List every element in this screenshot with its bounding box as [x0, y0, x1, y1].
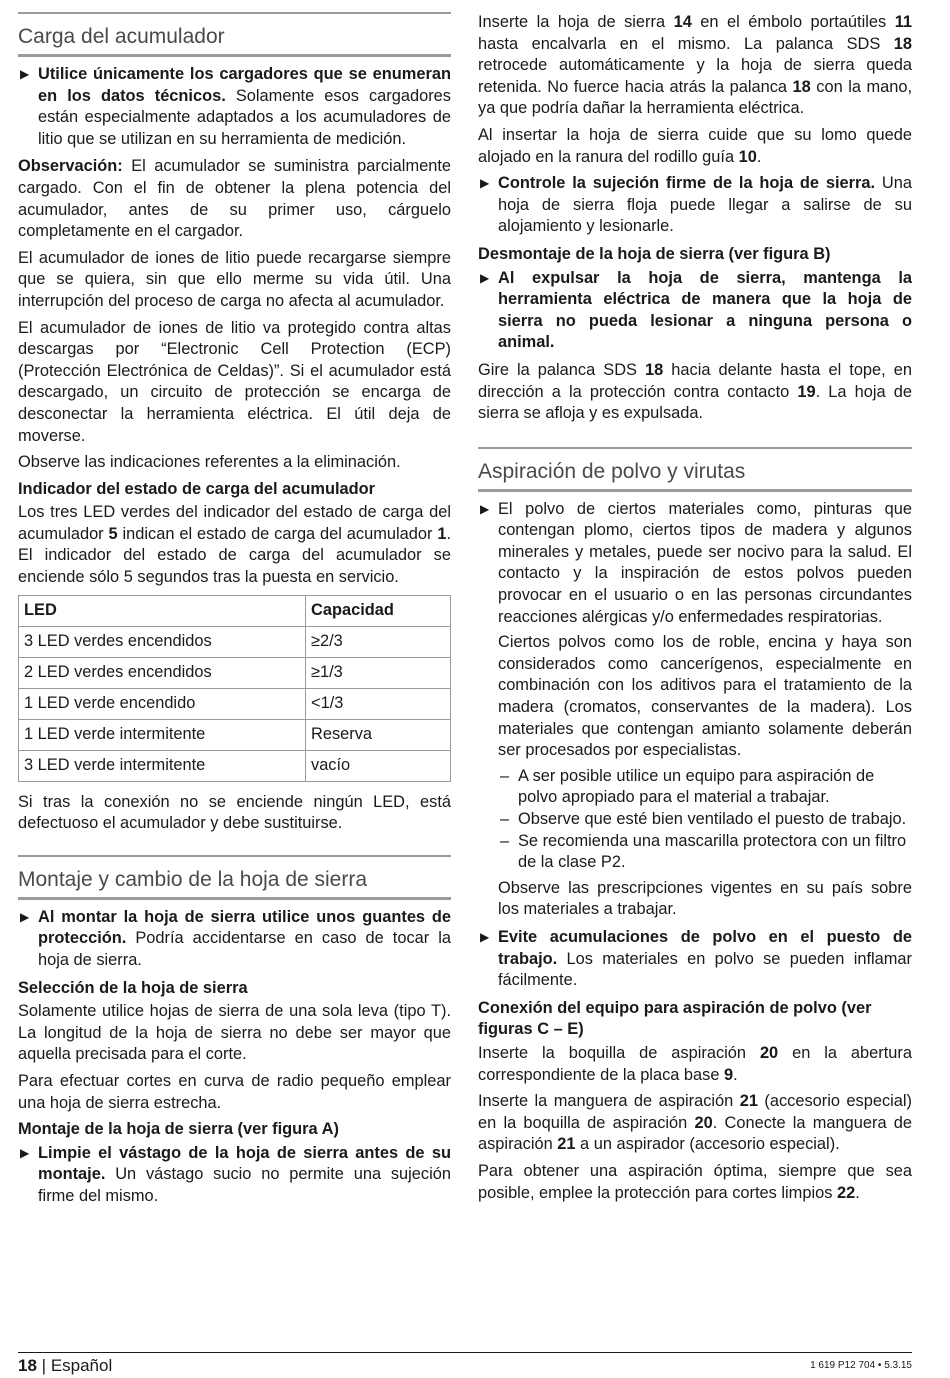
- bullet-text: El polvo de ciertos materiales como, pinturas que contengan plomo, ciertos tipos de madera y algunos minerales y metales, puede ser nocivo para la salud. El contacto y la inspiración de estos polvos pueden provocar en el usuario o en las personas circundantes reacciones alérgicas y/o enfermedades respiratorias.: [498, 499, 912, 626]
- paragraph: Los tres LED verdes del indicador del estado de carga del acumulador 5 indican el estado de carga del acumulador 1. El indicador del estado de carga del acumulador se enciende sólo 5 segundos tras la puesta en servicio.: [18, 503, 452, 587]
- paragraph: Observe las indicaciones referentes a la eliminación.: [18, 453, 401, 472]
- dash-icon: –: [500, 810, 510, 828]
- footer-rule: [18, 1352, 912, 1353]
- note-paragraph: Observación: El acumulador se suministra parcialmente cargado. Con el fin de obtener la plena potencia del acumulador, antes de su primer uso, cárguelo completamente en el cargador.: [18, 157, 451, 241]
- triangle-bullet-icon: ▶: [20, 1145, 30, 1160]
- dash-item: [498, 766, 912, 809]
- table-header-cell: Capacidad: [306, 595, 451, 626]
- table-header-cell: LED: [19, 595, 306, 626]
- table-cell: ≥2/3: [306, 626, 451, 657]
- led-capacity-table: [18, 595, 451, 782]
- table-header-row: [19, 595, 451, 626]
- section-heading-montaje: [18, 855, 451, 900]
- bullet-text: Evite acumulaciones de polvo en el puesto de trabajo. Los materiales en polvo se pueden inflamar fácilmente.: [498, 927, 912, 990]
- dash-icon: –: [500, 766, 510, 785]
- section-rule-bottom: [18, 54, 451, 57]
- bullet-text: Al montar la hoja de sierra utilice unos guantes de protección. Podría accidentarse en caso de tocar la hoja de sierra.: [38, 907, 451, 970]
- bullet-text: Al expulsar la hoja de sierra, mantenga la herramienta eléctrica de manera que la hoja de sierra no pueda lesionar a ninguna persona o animal.: [498, 268, 912, 352]
- triangle-bullet-icon: ▶: [480, 501, 490, 516]
- section-heading-aspiracion: [478, 447, 912, 492]
- paragraph: El acumulador de iones de litio va protegido contra altas descargas por “Electronic Cell Protection (ECP) (Protección Electrónica de Celdas)”. Si el acumulador está descargado, un circuito de protección se encarga de desconectar la herramienta eléctrica. El útil deja de moverse.: [18, 318, 451, 445]
- paragraph: Inserte la boquilla de aspiración 20 en la abertura correspondiente de la placa base 9.: [478, 1043, 912, 1084]
- table-cell: 3 LED verde intermitente: [19, 750, 306, 781]
- section-heading-carga: [18, 12, 451, 57]
- bullet-text: Ciertos polvos como los de roble, encina y haya son considerados como cancerígenos, especialmente en combinación con los aditivos para el tratamiento de la madera (cromatos, conservantes de la madera). Los materiales que contengan amianto solamente deberán ser procesados por especialistas.: [498, 633, 912, 760]
- footer-left: [18, 1356, 112, 1376]
- section-title: Aspiración de polvo y virutas: [478, 459, 746, 483]
- footer-separator: |: [41, 1356, 47, 1375]
- triangle-bullet-icon: ▶: [480, 270, 490, 285]
- warning-bullet: [478, 927, 912, 992]
- table-cell: <1/3: [306, 688, 451, 719]
- table-cell: 2 LED verdes encendidos: [19, 657, 306, 688]
- warning-bullet: [478, 499, 912, 921]
- dash-item: [498, 809, 912, 831]
- table-row: [19, 657, 451, 688]
- bullet-text: Observe las prescripciones vigentes en su país sobre los materiales a trabajar.: [498, 878, 912, 919]
- section-title: Montaje y cambio de la hoja de sierra: [18, 867, 368, 891]
- table-row: [19, 626, 451, 657]
- paragraph: Inserte la hoja de sierra 14 en el émbolo portaútiles 11 hasta encalvarla en el mismo. La palanca SDS 18 retrocede automáticamente y la hoja de sierra queda retenida. No fuerce hacia atrás la palanca 18 con la mano, ya que podría dañar la herramienta eléctrica.: [478, 13, 913, 118]
- bullet-text: Controle la sujeción firme de la hoja de sierra. Una hoja de sierra floja puede llegar a salirse de su alojamiento y lesionarle.: [498, 174, 912, 236]
- paragraph: Para obtener una aspiración óptima, siempre que sea posible, emplee la protección para cortes limpios 22.: [478, 1161, 912, 1202]
- dash-text: A ser posible utilice un equipo para aspiración de polvo apropiado para el material a trabajar.: [518, 766, 875, 807]
- warning-bullet: [18, 907, 451, 972]
- table-cell: 1 LED verde intermitente: [19, 719, 306, 750]
- bullet-text: Utilice únicamente los cargadores que se enumeran en los datos técnicos. Solamente esos cargadores están especialmente adaptados a los acumuladores de litio que se utilizan en su herramienta de medición.: [38, 65, 451, 148]
- paragraph: Al insertar la hoja de sierra cuide que su lomo quede alojado en la ranura del rodillo guía 10.: [478, 125, 912, 166]
- page-number: 18: [18, 1356, 37, 1375]
- paragraph: Gire la palanca SDS 18 hacia delante hasta el tope, en dirección a la protección contra contacto 19. La hoja de sierra se afloja y es expulsada.: [478, 360, 912, 423]
- dash-icon: –: [500, 831, 510, 850]
- subheading: Selección de la hoja de sierra: [18, 978, 248, 997]
- subheading: Conexión del equipo para aspiración de polvo (ver figuras C – E): [478, 998, 872, 1039]
- paragraph: Para efectuar cortes en curva de radio pequeño emplear una hoja de sierra estrecha.: [18, 1072, 451, 1112]
- left-column: [18, 12, 451, 1214]
- paragraph: Solamente utilice hojas de sierra de una sola leva (tipo T). La longitud de la hoja de sierra no debe ser mayor que aquella precisada para el corte.: [18, 1002, 451, 1064]
- dash-item: [498, 831, 912, 874]
- doc-code: 1 619 P12 704 • 5.3.15: [810, 1360, 912, 1371]
- paragraph: Inserte la manguera de aspiración 21 (accesorio especial) en la boquilla de aspiración 20. Conecte la manguera de aspiración 21 a un aspirador (accesorio especial).: [478, 1092, 913, 1154]
- table-cell: vacío: [306, 750, 451, 781]
- subheading: Montaje de la hoja de sierra (ver figura A): [18, 1120, 339, 1139]
- triangle-bullet-icon: ▶: [480, 176, 490, 191]
- paragraph: El acumulador de iones de litio puede recargarse siempre que se quiera, sin que ello merme su vida útil. Una interrupción del proceso de carga no afecta al acumulador.: [18, 248, 451, 310]
- triangle-bullet-icon: ▶: [480, 929, 490, 944]
- section-rule-bottom: [18, 897, 451, 900]
- warning-bullet: [478, 173, 912, 238]
- warning-bullet: [478, 268, 912, 354]
- paragraph: Si tras la conexión no se enciende ningún LED, está defectuoso el acumulador y debe sustituirse.: [18, 792, 451, 833]
- warning-bullet: [18, 64, 451, 150]
- subheading: Indicador del estado de carga del acumulador: [18, 479, 376, 498]
- right-column: [478, 12, 912, 1209]
- footer-language: Español: [50, 1356, 113, 1375]
- subheading: Desmontaje de la hoja de sierra (ver figura B): [478, 244, 831, 263]
- page-footer: [18, 1352, 912, 1378]
- table-cell: Reserva: [306, 719, 451, 750]
- bullet-text: Limpie el vástago de la hoja de sierra antes de su montaje. Un vástago sucio no permite una sujeción firme del mismo.: [38, 1143, 451, 1205]
- table-row: [19, 750, 451, 781]
- table-cell: 1 LED verde encendido: [19, 688, 306, 719]
- triangle-bullet-icon: ▶: [20, 67, 30, 81]
- table-cell: 3 LED verdes encendidos: [19, 626, 306, 657]
- section-rule-bottom: [478, 489, 912, 492]
- section-title: Carga del acumulador: [18, 25, 225, 48]
- table-cell: ≥1/3: [306, 657, 451, 688]
- table-row: [19, 688, 451, 719]
- warning-bullet: [18, 1143, 451, 1208]
- triangle-bullet-icon: ▶: [20, 909, 30, 924]
- table-row: [19, 719, 451, 750]
- dash-text: Se recomienda una mascarilla protectora con un filtro de la clase P2.: [518, 831, 907, 872]
- dash-text: Observe que esté bien ventilado el puesto de trabajo.: [518, 810, 907, 828]
